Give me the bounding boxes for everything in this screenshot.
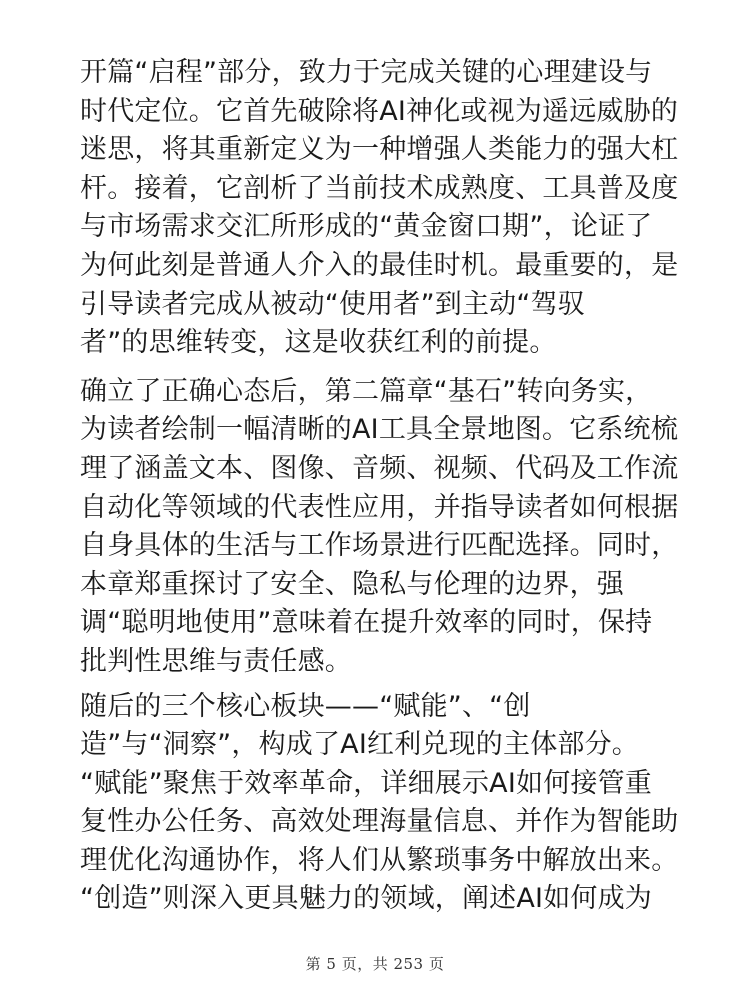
paragraph-3 (80, 688, 680, 920)
paragraph-spacer (80, 363, 680, 373)
text-line: 随后的三个核心板块——“赋能”、“创 (80, 690, 531, 722)
text-line: 杆。接着，它剖析了当前技术成熟度、工具普及度 (80, 172, 679, 204)
text-line: 自身具体的生活与工作场景进行匹配选择。同时， (80, 530, 679, 562)
paragraph-1 (80, 54, 680, 363)
text-line: 批判性思维与责任感。 (80, 645, 352, 677)
text-line: 理了涵盖文本、图像、音频、视频、代码及工作流 (80, 452, 679, 484)
body-text (80, 54, 680, 919)
text-line: 本章郑重探讨了安全、隐私与伦理的边界，强 (80, 568, 624, 600)
text-line: 调“聪明地使用”意味着在提升效率的同时，保持 (80, 607, 653, 639)
page-number-footer: 第 5 页，共 253 页 (305, 955, 445, 973)
text-line: 自动化等领域的代表性应用，并指导读者如何根据 (80, 491, 679, 523)
paragraph-2 (80, 373, 680, 682)
text-line: “创造”则深入更具魅力的领域，阐述AI如何成为 (80, 883, 653, 915)
text-line: 时代定位。它首先破除将AI神化或视为遥远威胁的 (80, 95, 679, 127)
text-line: 为何此刻是普通人介入的最佳时机。最重要的，是 (80, 249, 679, 281)
text-line: 造”与“洞察”，构成了AI红利兑现的主体部分。 (80, 729, 639, 761)
text-line: 与市场需求交汇所形成的“黄金窗口期”，论证了 (80, 211, 653, 243)
text-line: 开篇“启程”部分，致力于完成关键的心理建设与 (80, 57, 653, 88)
text-line: 迷思，将其重新定义为一种增强人类能力的强大杠 (80, 134, 679, 166)
text-line: 者”的思维转变，这是收获红利的前提。 (80, 327, 557, 359)
text-line: 理优化沟通协作，将人们从繁琐事务中解放出来。 (80, 844, 679, 876)
text-line: 确立了正确心态后，第二篇章“基石”转向务实， (80, 375, 653, 407)
text-line: 引导读者完成从被动“使用者”到主动“驾驭 (80, 288, 585, 320)
text-line: 复性办公任务、高效处理海量信息、并作为智能助 (80, 806, 679, 838)
text-line: “赋能”聚焦于效率革命，详细展示AI如何接管重 (80, 767, 653, 799)
text-line: 为读者绘制一幅清晰的AI工具全景地图。它系统梳 (80, 414, 679, 446)
